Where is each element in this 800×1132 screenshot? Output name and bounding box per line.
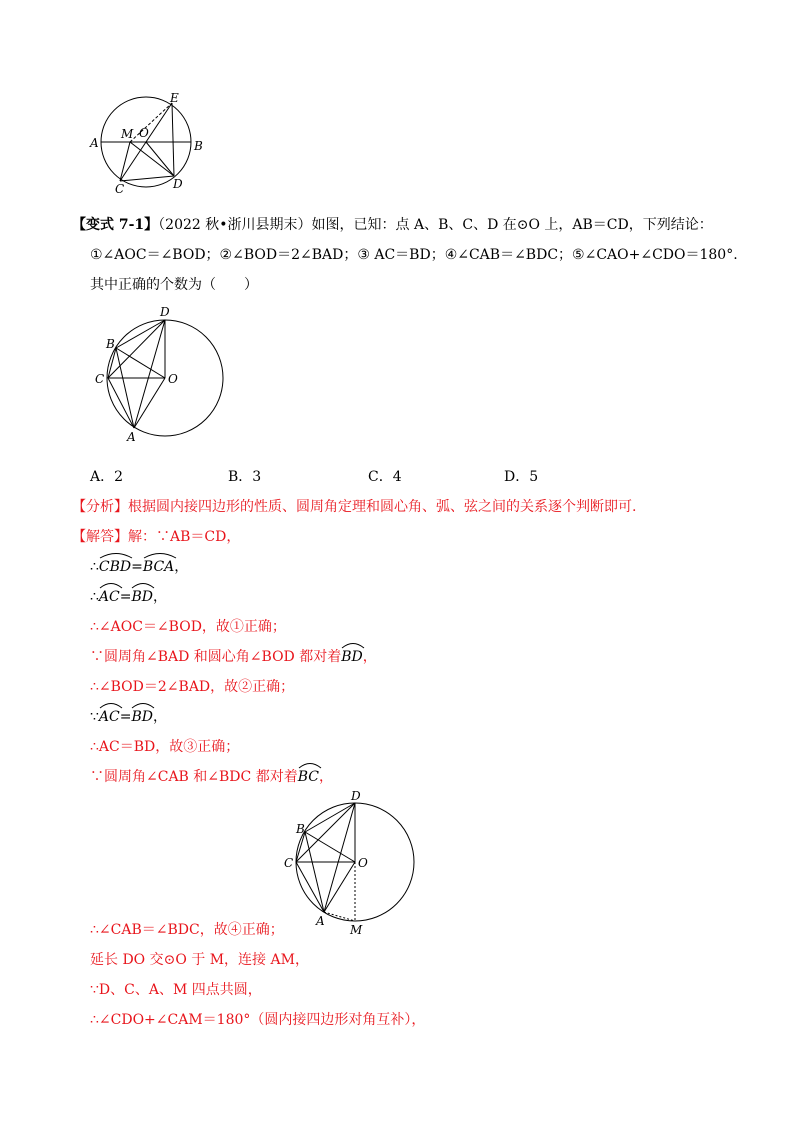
- figure-circle-abcd-o-m: [280, 787, 425, 937]
- label-m: M: [350, 923, 363, 937]
- solution-line-11: ∵D、C、A、M 四点共圆，: [90, 982, 262, 998]
- figure-circle-e-m-o: [88, 90, 213, 195]
- comma: ，: [153, 589, 167, 605]
- segment-ao: [324, 862, 355, 912]
- label-d: D: [351, 789, 361, 803]
- segment-bo: [305, 832, 355, 862]
- segment-ac: [108, 378, 134, 428]
- comma: ，: [318, 769, 333, 785]
- label-d: D: [160, 305, 170, 319]
- solution-line-4-text: ∵圆周角∠BAD 和圆心角∠BOD 都对着: [90, 649, 342, 665]
- comma: ，: [153, 709, 167, 725]
- analysis-text: 根据圆内接四边形的性质、圆周角定理和圆心角、弧、弦之间的关系逐个判断即可.: [128, 499, 637, 515]
- solution-line-3: ∴∠AOC＝∠BOD，故①正确；: [90, 619, 286, 635]
- dotted-am: [324, 912, 355, 921]
- dashed-me: [130, 103, 172, 142]
- solution-line-8: [90, 767, 333, 787]
- solution-line-1: [90, 557, 188, 577]
- segment-ao: [134, 378, 165, 428]
- arc-mark-icon: [298, 761, 322, 769]
- label-c: C: [95, 372, 105, 386]
- arc-bd: BD: [131, 707, 153, 727]
- segment-md: [130, 142, 174, 176]
- analysis-line: [72, 497, 636, 517]
- label-a: A: [90, 136, 99, 150]
- label-b: B: [194, 139, 203, 153]
- solution-line-10: 延长 DO 交⊙O 于 M，连接 AM，: [90, 952, 309, 968]
- label-a: A: [316, 914, 325, 928]
- arc-mark-icon: [99, 701, 123, 709]
- solution-intro: [72, 527, 240, 547]
- solution-line-2: [90, 587, 167, 607]
- arc-bca: BCA: [143, 557, 174, 577]
- comma: ，: [362, 649, 377, 665]
- problem-source: （2022 秋•浙川县期末）: [158, 217, 312, 233]
- because-symbol: ∵: [90, 709, 99, 725]
- label-o: O: [358, 856, 368, 870]
- arc-bd: BD: [341, 647, 363, 667]
- label-b: B: [106, 337, 115, 351]
- option-b: B．3: [228, 469, 262, 485]
- solution-line-4: [90, 647, 377, 667]
- solution-line-5: ∴∠BOD＝2∠BAD，故②正确；: [90, 679, 295, 695]
- label-b: B: [296, 822, 305, 836]
- label-e: E: [170, 91, 179, 105]
- solution-tag: 【解答】: [72, 529, 128, 545]
- label-m: M: [121, 127, 134, 141]
- equals-sign: =: [131, 559, 143, 575]
- arc-mark-icon: [99, 581, 123, 589]
- solution-line-12: ∴∠CDO+∠CAM＝180°（圆内接四边形对角互补），: [90, 1012, 426, 1028]
- equals-sign: =: [119, 589, 132, 605]
- arc-ac: AC: [99, 707, 120, 727]
- segment-ac: [296, 862, 324, 912]
- solution-line-9: ∴∠CAB＝∠BDC，故④正确；: [90, 922, 284, 938]
- problem-line-1: [72, 215, 713, 235]
- label-c: C: [115, 182, 125, 195]
- problem-line-2: ①∠AOC＝∠BOD；②∠BOD＝2∠BAD；③ AC＝BD；④∠CAB＝∠BDC；⑤∠CAO+∠CDO＝180°.: [90, 247, 738, 263]
- arc-mark-icon: [131, 581, 155, 589]
- problem-tag: 【变式 7-1】: [72, 217, 159, 233]
- therefore-symbol: ∴: [90, 589, 99, 605]
- therefore-symbol: ∴: [90, 559, 99, 575]
- segment-od: [146, 142, 174, 176]
- equals-sign: =: [119, 709, 132, 725]
- comma: ，: [174, 559, 189, 575]
- option-c: C．4: [368, 469, 402, 485]
- arc-bd: BD: [131, 587, 153, 607]
- label-a: A: [127, 430, 136, 444]
- arc-cbd: CBD: [99, 557, 131, 577]
- arc-mark-icon: [143, 551, 177, 559]
- problem-text-1: 如图，已知：点 A、B、C、D 在⊙O 上，AB＝CD，下列结论：: [311, 217, 713, 233]
- label-o: O: [139, 126, 149, 140]
- arc-mark-icon: [131, 701, 155, 709]
- segment-oe: [146, 103, 172, 142]
- solution-line-6: [90, 707, 167, 727]
- option-d: D．5: [504, 469, 539, 485]
- label-o: O: [168, 372, 178, 386]
- solution-line-8-text: ∵圆周角∠CAB 和∠BDC 都对着: [90, 769, 298, 785]
- solution-line-7: ∴AC＝BD，故③正确；: [90, 739, 240, 755]
- arc-ac: AC: [99, 587, 120, 607]
- arc-mark-icon: [341, 641, 365, 649]
- segment-ad: [324, 803, 355, 912]
- segment-mc: [120, 142, 130, 181]
- chord-ed: [172, 103, 174, 176]
- arc-mark-icon: [99, 551, 133, 559]
- arc-bc: BC: [298, 767, 319, 787]
- analysis-tag: 【分析】: [72, 499, 128, 515]
- option-a: A．2: [90, 469, 124, 485]
- label-c: C: [284, 856, 294, 870]
- solution-intro-text: 解：∵AB＝CD，: [128, 529, 241, 545]
- problem-line-3: 其中正确的个数为（ ）: [90, 277, 258, 293]
- segment-cd: [120, 176, 174, 181]
- segment-oc: [120, 142, 146, 181]
- figure-circle-abcd-o: [92, 302, 232, 447]
- label-d: D: [173, 177, 183, 191]
